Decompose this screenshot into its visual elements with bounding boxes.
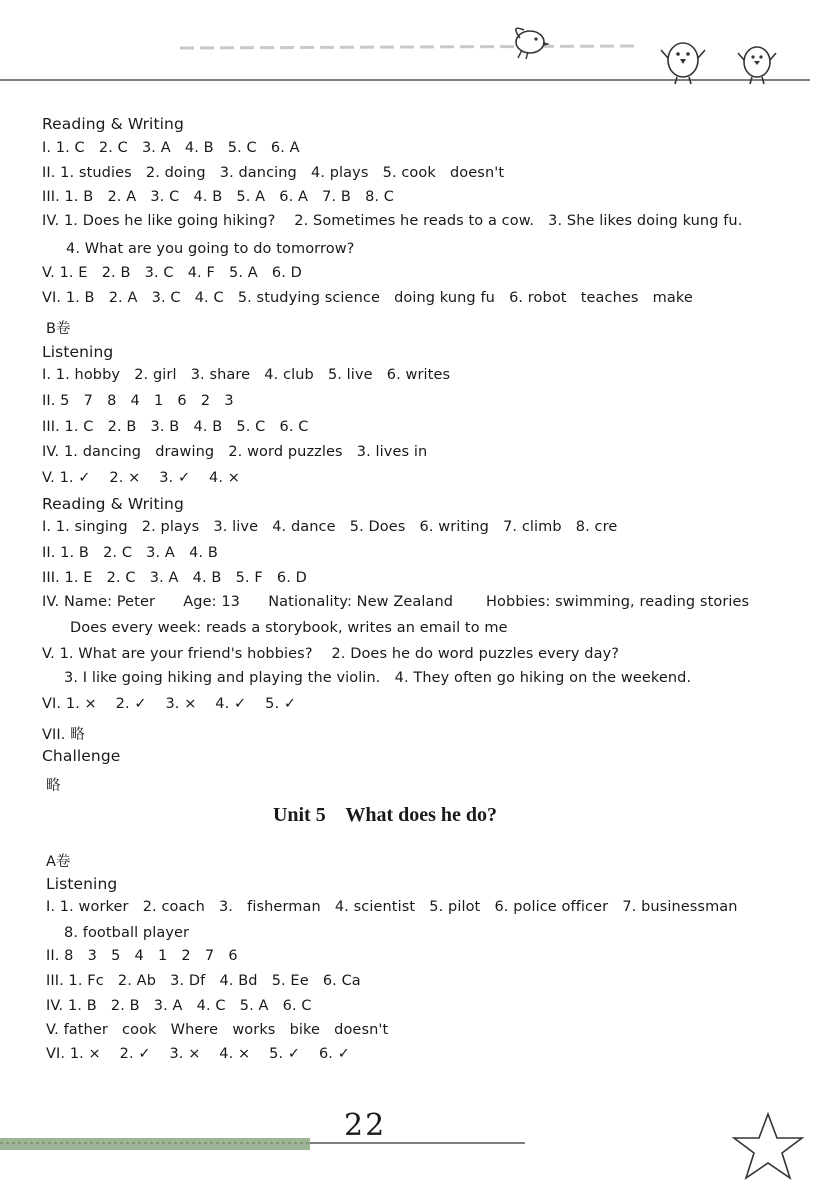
answer-line: III. 1. B 2. A 3. C 4. B 5. A 6. A 7. B 8. C xyxy=(42,189,395,205)
bird-icon xyxy=(516,28,550,59)
section-label: A卷 xyxy=(46,854,71,870)
answer-line: III. 1. E 2. C 3. A 4. B 5. F 6. D xyxy=(42,570,307,586)
section-heading: Reading & Writing xyxy=(42,495,184,513)
section-heading: Challenge xyxy=(42,747,121,765)
answer-line: VI. 1. × 2. ✓ 3. × 4. × 5. ✓ 6. ✓ xyxy=(46,1046,350,1062)
answer-line: 略 xyxy=(46,778,61,794)
answer-line: 8. football player xyxy=(64,925,190,941)
answer-line: V. 1. E 2. B 3. C 4. F 5. A 6. D xyxy=(42,265,302,281)
section-heading: Listening xyxy=(46,875,118,893)
answer-line: I. 1. hobby 2. girl 3. share 4. club 5. live 6. writes xyxy=(42,367,451,383)
unit-title: Unit 5 What does he do? xyxy=(272,804,498,826)
answer-line: Does every week: reads a storybook, writes an email to me xyxy=(70,620,508,636)
bird-icon xyxy=(738,47,776,84)
answer-line: IV. 1. B 2. B 3. A 4. C 5. A 6. C xyxy=(46,998,312,1014)
answer-line: I. 1. C 2. C 3. A 4. B 5. C 6. A xyxy=(42,140,300,156)
answer-line: II. 1. studies 2. doing 3. dancing 4. plays 5. cook doesn't xyxy=(42,165,505,181)
answer-line: V. father cook Where works bike doesn't xyxy=(46,1022,389,1038)
section-heading: Reading & Writing xyxy=(42,115,184,133)
section-label: B卷 xyxy=(46,321,71,337)
answer-line: V. 1. What are your friend's hobbies? 2. Does he do word puzzles every day? xyxy=(42,646,620,662)
answer-line: II. 5 7 8 4 1 6 2 3 xyxy=(42,393,234,409)
answer-line: I. 1. singing 2. plays 3. live 4. dance 5. Does 6. writing 7. climb 8. cre xyxy=(42,519,618,535)
bird-icon xyxy=(661,43,705,84)
page-number: 22 xyxy=(344,1108,387,1143)
answer-line: 4. What are you going to do tomorrow? xyxy=(66,241,355,257)
answer-line: VI. 1. × 2. ✓ 3. × 4. ✓ 5. ✓ xyxy=(42,696,297,712)
answer-line: I. 1. worker 2. coach 3. fisherman 4. scientist 5. pilot 6. police officer 7. businessman xyxy=(46,899,738,915)
section-heading: Listening xyxy=(42,343,114,361)
answer-line: VII. 略 xyxy=(42,727,85,743)
star-icon xyxy=(734,1114,802,1178)
answer-line: II. 1. B 2. C 3. A 4. B xyxy=(42,545,218,561)
answer-line: III. 1. Fc 2. Ab 3. Df 4. Bd 5. Ee 6. Ca xyxy=(46,973,361,989)
answer-line: VI. 1. B 2. A 3. C 4. C 5. studying science doing kung fu 6. robot teaches make xyxy=(42,290,693,306)
answer-line: IV. 1. Does he like going hiking? 2. Sometimes he reads to a cow. 3. She likes doing kung fu. xyxy=(42,213,743,229)
answer-line: IV. Name: Peter Age: 13 Nationality: New Zealand Hobbies: swimming, reading stories xyxy=(42,594,750,610)
answer-line: V. 1. ✓ 2. × 3. ✓ 4. × xyxy=(42,470,241,486)
answer-line: IV. 1. dancing drawing 2. word puzzles 3. lives in xyxy=(42,444,428,460)
answer-line: 3. I like going hiking and playing the violin. 4. They often go hiking on the weekend. xyxy=(64,670,692,686)
answer-line: II. 8 3 5 4 1 2 7 6 xyxy=(46,948,238,964)
answer-line: III. 1. C 2. B 3. B 4. B 5. C 6. C xyxy=(42,419,309,435)
